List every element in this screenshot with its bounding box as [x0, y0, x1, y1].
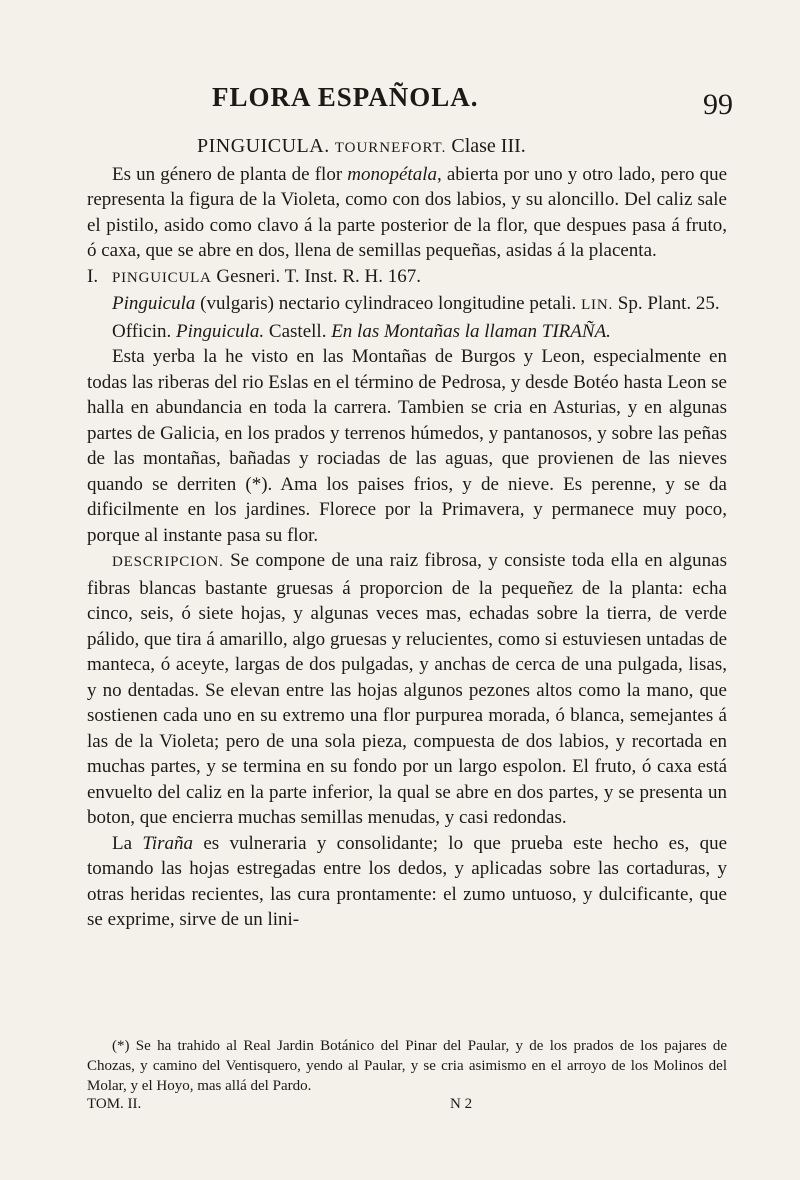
page-number: 99 [703, 88, 733, 121]
italic-term: Tiraña [142, 832, 194, 854]
synonym-1 [87, 264, 727, 292]
species-number: I. [87, 265, 99, 287]
genus-author: TOURNEFORT. [334, 140, 447, 156]
genus-heading [87, 134, 727, 162]
text-run: Es un género de planta de flor [112, 163, 348, 185]
italic-term: Pinguicula. [176, 320, 265, 342]
smallcaps-term: DESCRIPCION. [112, 554, 224, 570]
text-run: (vulgaris) nectario cylindraceo longitudine petali. [195, 293, 582, 314]
genus-name: PINGUICULA. [197, 135, 330, 157]
footnote-text: (*) Se ha trahido al Real Jardin Botánico del Pinar del Paular, y de los prados de los pajares de Chozas, y camino del Ventisquero, yendo al Paular, y se cria asimismo en el arroyo de los Molinos del Molar, y el Hoyo, mas allá del Pardo. [87, 1038, 727, 1094]
description-paragraph [87, 548, 727, 831]
footnote [87, 1036, 727, 1096]
italic-term: monopétala [347, 163, 437, 185]
text-run: Gesneri. T. Inst. R. H. 167. [211, 265, 422, 287]
text-run: Sp. Plant. 25. [613, 293, 720, 314]
genus-description [87, 162, 727, 264]
text-run: La [112, 832, 143, 854]
text-run: , abierta por uno y otro lado, pero que representa la figura de la Violeta, como con dos labios, y su aloncillo. Del caliz sale el pistilo, asido como clavo á la parte posterior de la flor, que despues pasa á fruto, ó caxa, que se abre en dos, llena de semillas pequeñas, asidas á la placenta. [87, 163, 727, 261]
text-run: Castell. [264, 320, 332, 342]
italic-term: En las Montañas la llaman TIRAÑA. [331, 320, 611, 342]
text-run: Officin. [112, 320, 177, 342]
running-title: FLORA ESPAÑOLA. [212, 82, 479, 112]
volume-mark: TOM. II. [87, 1096, 142, 1112]
genus-class: Clase III. [451, 135, 526, 157]
synonym-2 [87, 291, 727, 319]
uses-paragraph [87, 831, 727, 933]
main-text [87, 134, 727, 933]
text-run: Se compone de una raiz fibrosa, y consiste toda ella en algunas fibras blancas bastante gruesas á proporcion de la pequeñez de la planta: echa cinco, seis, ó siete hojas, y algunas veces mas, echadas sobre la tierra, de verde pálido, que tira á amarillo, algo gruesas y relucientes, como si estuviesen untadas de manteca, ó aceyte, largas de dos pulgadas, y anchas de cerca de una pulgada, lisas, y no dentadas. Se elevan entre las hojas algunos pezones altos como la mano, que sostienen cada uno en su extremo una flor purpurea morada, ó blanca, semejantes á las de la Violeta; pero de una sola pieza, compuesta de dos labios, y recortada en muchas partes, y se termina en su fondo por un largo espolon. El fruto, ó caxa está envuelto del caliz en la parte inferior, la qual se abre en dos partes, y se presenta un boton, que encierra muchas semillas menudas, y casi redondas. [87, 550, 727, 828]
smallcaps-term: LIN. [581, 297, 614, 313]
synonym-3 [87, 319, 727, 345]
signature-mark: N 2 [450, 1096, 473, 1112]
text-run: es vulneraria y consolidante; lo que prueba este hecho es, que tomando las hojas estregadas entre los dedos, y aplicadas sobre las cortaduras, y otras heridas recientes, las cura prontamente: el zumo untuoso, y dulcificante, que se exprime, sirve de un lini- [87, 832, 727, 930]
smallcaps-term: PINGUICULA [112, 269, 212, 286]
italic-term: Pinguicula [112, 293, 196, 314]
habitat-paragraph: Esta yerba la he visto en las Montañas de Burgos y Leon, especialmente en todas las riberas del rio Eslas en el término de Pedrosa, y desde Botéo hasta Leon se halla en abundancia en toda la carrera. Tambien se cria en Asturias, y en algunas partes de Galicia, en los prados y terrenos húmedos, y pantanosos, y sobre las peñas de las montañas, bañadas y rociadas de las aguas, que provienen de las nieves quando se derriten (*). Ama los paises frios, y de nieve. Es perenne, y se da dificilmente en los jardines. Florece por la Primavera, y permanece muy poco, porque al instante pasa su flor. [87, 346, 727, 546]
